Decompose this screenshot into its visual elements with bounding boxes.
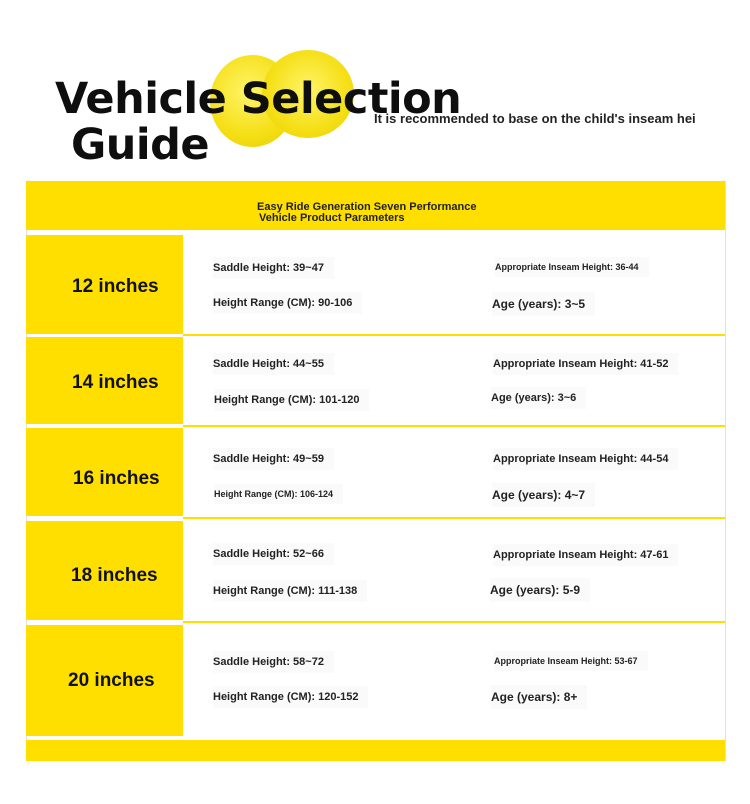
inseam-height: Appropriate Inseam Height: 53-67 bbox=[494, 651, 648, 671]
saddle-height: Saddle Height: 49~59 bbox=[213, 448, 334, 470]
age-range: Age (years): 3~5 bbox=[492, 292, 595, 316]
size-label: 14 inches bbox=[72, 372, 159, 393]
table-banner bbox=[26, 181, 725, 230]
recommendation-note: It is recommended to base on the child's inseam hei bbox=[374, 111, 696, 126]
row-divider bbox=[183, 334, 725, 336]
height-range: Height Range (CM): 90-106 bbox=[213, 292, 362, 314]
age-range: Age (years): 3~6 bbox=[491, 387, 586, 409]
banner-line-1: Easy Ride Generation Seven Performance bbox=[257, 201, 477, 213]
saddle-height: Saddle Height: 58~72 bbox=[213, 651, 334, 673]
height-range: Height Range (CM): 120-152 bbox=[213, 686, 368, 708]
height-range: Height Range (CM): 101-120 bbox=[214, 389, 369, 411]
saddle-height: Saddle Height: 52~66 bbox=[213, 543, 334, 565]
inseam-height: Appropriate Inseam Height: 44-54 bbox=[493, 448, 678, 470]
inseam-height: Appropriate Inseam Height: 41-52 bbox=[493, 353, 678, 375]
size-label: 20 inches bbox=[68, 670, 155, 691]
age-range: Age (years): 8+ bbox=[491, 685, 587, 709]
size-label: 18 inches bbox=[71, 565, 158, 586]
inseam-height: Appropriate Inseam Height: 36-44 bbox=[495, 257, 649, 277]
table-footer-bar bbox=[26, 740, 725, 761]
title-line-2: Guide bbox=[71, 120, 210, 170]
row-divider bbox=[183, 621, 725, 623]
size-label: 12 inches bbox=[72, 276, 159, 297]
size-label: 16 inches bbox=[73, 468, 160, 489]
title-line-1: Vehicle Selection bbox=[55, 74, 462, 124]
age-range: Age (years): 5-9 bbox=[490, 578, 590, 602]
banner-line-2: Vehicle Product Parameters bbox=[259, 212, 405, 224]
saddle-height: Saddle Height: 39~47 bbox=[213, 257, 334, 279]
height-range: Height Range (CM): 111-138 bbox=[213, 580, 367, 602]
age-range: Age (years): 4~7 bbox=[492, 483, 595, 507]
height-range: Height Range (CM): 106-124 bbox=[214, 484, 343, 504]
saddle-height: Saddle Height: 44~55 bbox=[213, 353, 334, 375]
inseam-height: Appropriate Inseam Height: 47-61 bbox=[493, 544, 678, 566]
row-divider bbox=[183, 425, 725, 427]
row-divider bbox=[183, 517, 725, 519]
